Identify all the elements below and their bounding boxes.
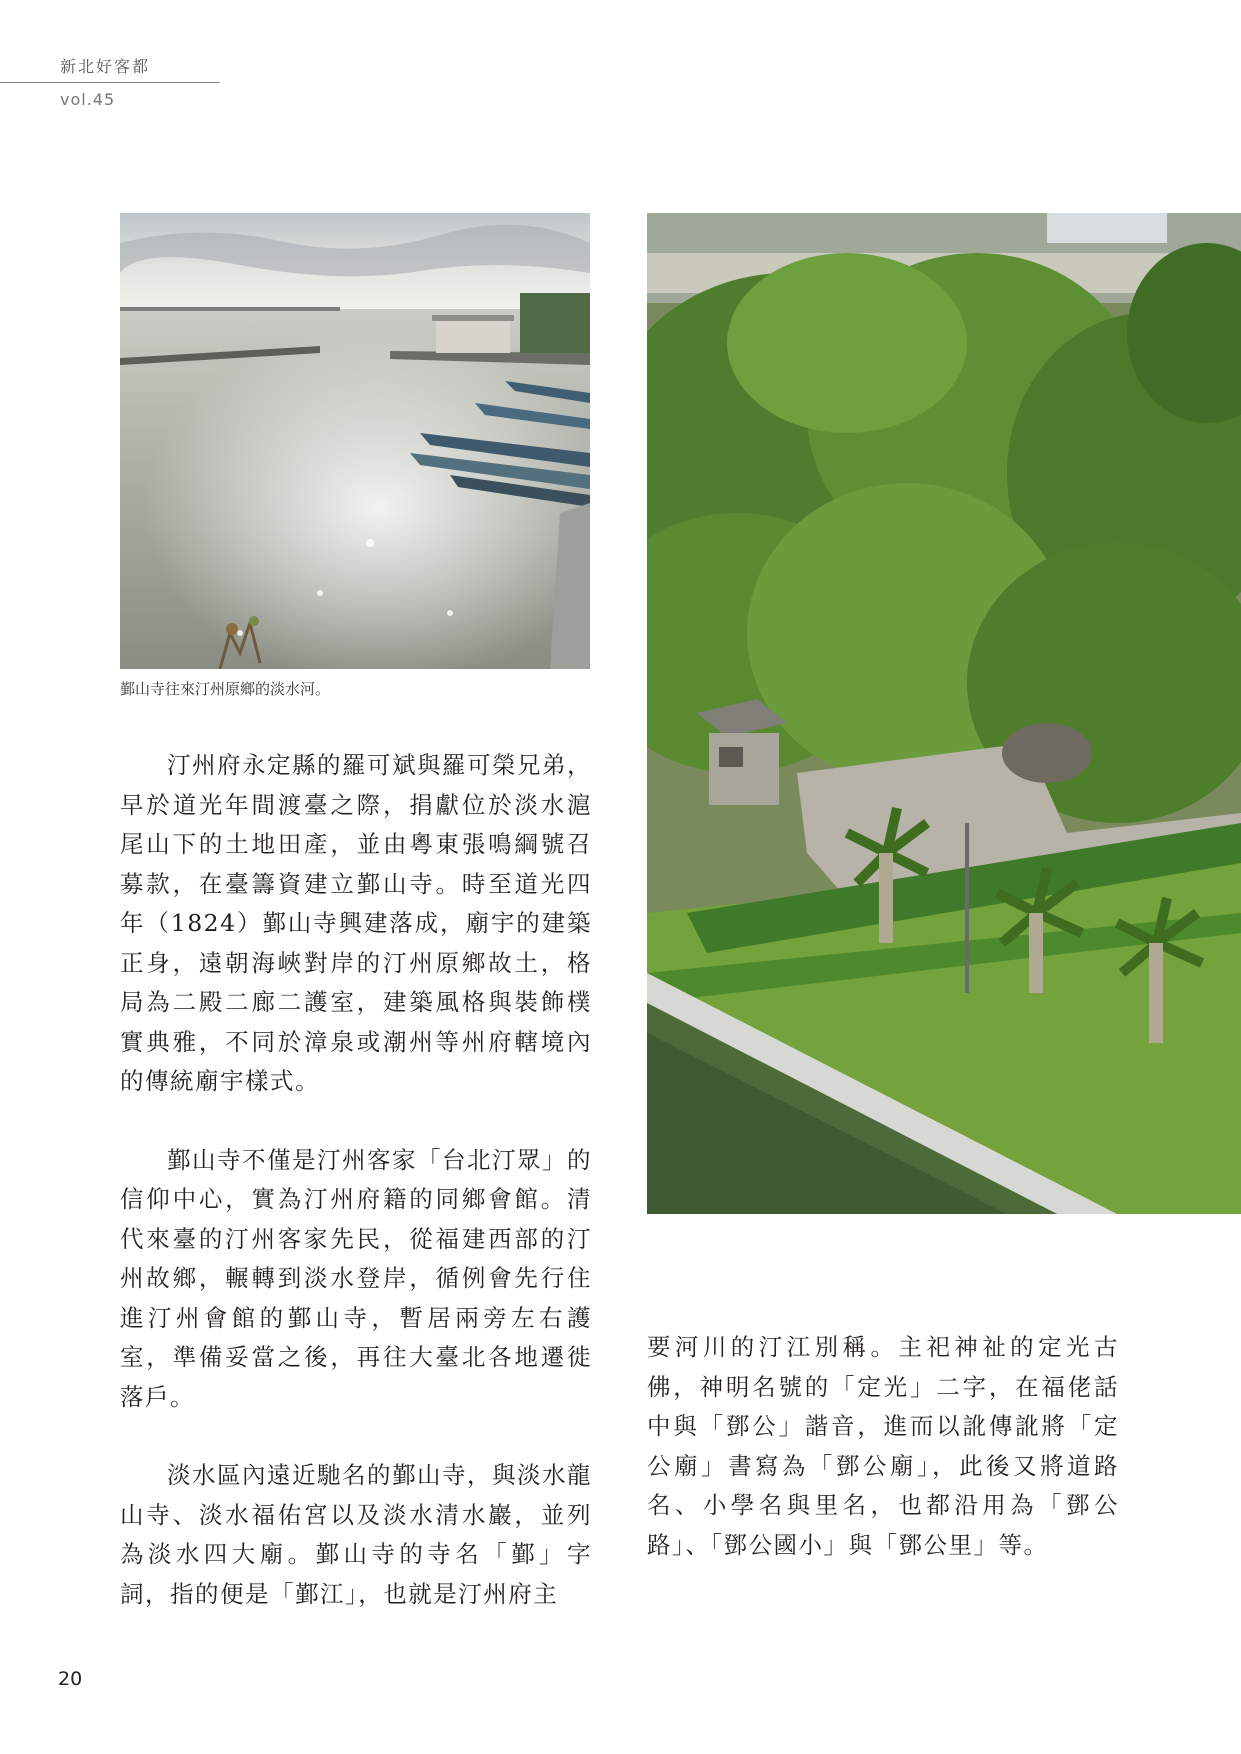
issue-volume: vol.45 [60, 90, 116, 109]
paragraph-3-continuation: 要河川的汀江別稱。主祀神祉的定光古佛，神明名號的「定光」二字，在福佬話中與「鄧公」諧音，進而以訛傳訛將「定公廟」書寫為「鄧公廟」，此後又將道路名、小學名與里名，也都沿用為「鄧公路」、「鄧公國小」與「鄧公里」等。 [647, 1333, 1119, 1559]
photo-caption: 鄞山寺往來汀州原鄉的淡水河。 [120, 680, 331, 698]
page-number: 20 [58, 1668, 83, 1690]
article-body-right [647, 1328, 1119, 1604]
temple-garden-photo [647, 213, 1241, 1214]
river-photo [120, 213, 590, 669]
paragraph-2: 鄞山寺不僅是汀州客家「台北汀眾」的信仰中心，實為汀州府籍的同鄉會館。清代來臺的汀州客家先民，從福建西部的汀州故鄉，輾轉到淡水登岸，循例會先行住進汀州會館的鄞山寺，暫居兩旁左右護室，準備妥當之後，再往大臺北各地遷徙落戶。 [120, 1145, 592, 1411]
header-divider [0, 82, 220, 83]
river-photo-illustration [120, 213, 590, 669]
magazine-title: 新北好客都 [60, 57, 151, 76]
paragraph-3: 淡水區內遠近馳名的鄞山寺，與淡水龍山寺、淡水福佑宮以及淡水清水巖，並列為淡水四大廟。鄞山寺的寺名「鄞」字詞，指的便是「鄞江」，也就是汀州府主 [120, 1461, 592, 1608]
paragraph-1: 汀州府永定縣的羅可斌與羅可榮兄弟，早於道光年間渡臺之際，捐獻位於淡水滬尾山下的土地田產，並由粵東張鳴綱號召募款，在臺籌資建立鄞山寺。時至道光四年（1824）鄞山寺興建落成，廟宇的建築正身，遠朝海峽對岸的汀州原鄉故土，格局為二殿二廊二護室，建築風格與裝飾樸實典雅，不同於漳泉或潮州等州府轄境內的傳統廟宇樣式。 [120, 751, 592, 1095]
temple-garden-illustration [647, 213, 1241, 1214]
article-body-left [120, 746, 592, 1653]
